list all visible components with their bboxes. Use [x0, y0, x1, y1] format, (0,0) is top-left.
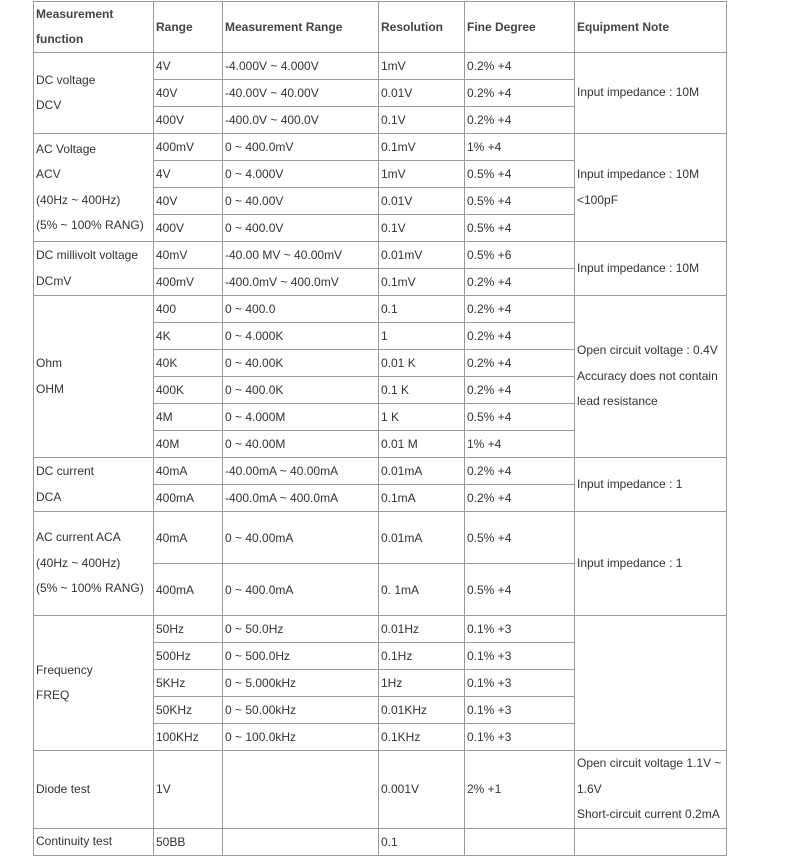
measurement-range-cell: 0 ~ 400.0V [223, 215, 379, 242]
measurement-range-cell: 0 ~ 500.0Hz [223, 643, 379, 670]
resolution-cell: 0.1 [379, 828, 465, 855]
measurement-range-cell: -400.0V ~ 400.0V [223, 107, 379, 134]
measurement-range-cell: 0 ~ 400.0mV [223, 134, 379, 161]
range-cell: 5KHz [154, 670, 223, 697]
function-cell-dca [34, 458, 154, 512]
resolution-cell: 0.1mV [379, 269, 465, 296]
table-row [34, 512, 727, 564]
note-line: Accuracy does not contain [577, 368, 718, 383]
table-row [34, 242, 727, 269]
function-line: AC current ACA [36, 530, 121, 545]
range-cell: 400V [154, 107, 223, 134]
measurement-range-cell: 0 ~ 100.0kHz [223, 724, 379, 751]
resolution-cell: 0.1 K [379, 377, 465, 404]
resolution-cell: 0.01 K [379, 350, 465, 377]
fine-degree-cell: 0.5% +4 [465, 404, 575, 431]
equipment-note-cell-diode [575, 751, 727, 829]
resolution-cell: 0.1Hz [379, 643, 465, 670]
equipment-note-cell-acv [575, 134, 727, 242]
resolution-cell: 0.1mV [379, 134, 465, 161]
measurement-range-cell: -400.0mV ~ 400.0mV [223, 269, 379, 296]
measurement-range-cell: 0 ~ 4.000V [223, 161, 379, 188]
function-cell-cont [34, 828, 154, 855]
range-cell: 40mA [154, 512, 223, 564]
resolution-cell: 0.01Hz [379, 616, 465, 643]
note-line: <100pF [577, 192, 619, 207]
equipment-note-cell-dca [575, 458, 727, 512]
measurement-range-cell: -40.00 MV ~ 40.00mV [223, 242, 379, 269]
header-range: Range [154, 2, 223, 53]
resolution-cell: 0.1V [379, 107, 465, 134]
fine-degree-cell: 0.5% +4 [465, 512, 575, 564]
function-line: Ohm [36, 356, 63, 370]
equipment-note-cell-ohm [575, 296, 727, 458]
note-line: Input impedance : 1 [577, 555, 683, 570]
function-line: Continuity test [36, 833, 113, 848]
measurement-range-cell: 0 ~ 50.00kHz [223, 697, 379, 724]
fine-degree-cell: 0.2% +4 [465, 107, 575, 134]
function-line: Frequency [36, 662, 93, 677]
header-fine-degree: Fine Degree [465, 2, 575, 53]
spec-table-body [34, 53, 727, 856]
range-cell: 40mV [154, 242, 223, 269]
resolution-cell: 0.01 M [379, 431, 465, 458]
resolution-cell: 1mV [379, 161, 465, 188]
function-line: DCV [36, 98, 62, 112]
header-function: Measurement function [34, 2, 154, 53]
resolution-cell: 0.01mV [379, 242, 465, 269]
resolution-cell: 0.01KHz [379, 697, 465, 724]
function-line: DCmV [36, 273, 72, 288]
fine-degree-cell: 0.5% +4 [465, 215, 575, 242]
fine-degree-cell: 1% +4 [465, 134, 575, 161]
range-cell: 50BB [154, 828, 223, 855]
measurement-range-cell: -40.00V ~ 40.00V [223, 80, 379, 107]
measurement-range-cell: -40.00mA ~ 40.00mA [223, 458, 379, 485]
measurement-range-cell: 0 ~ 40.00V [223, 188, 379, 215]
function-line: (5% ~ 100% RANG) [36, 218, 144, 232]
note-line: Short-circuit current 0.2mA [577, 807, 720, 821]
resolution-cell: 1 K [379, 404, 465, 431]
function-line: FREQ [36, 688, 70, 702]
function-line: Diode test [36, 781, 91, 796]
fine-degree-cell: 0.2% +4 [465, 323, 575, 350]
range-cell: 4K [154, 323, 223, 350]
fine-degree-cell: 0.5% +6 [465, 242, 575, 269]
function-cell-dcmv [34, 242, 154, 296]
range-cell: 500Hz [154, 643, 223, 670]
table-row [34, 458, 727, 485]
range-cell: 40mA [154, 458, 223, 485]
measurement-range-cell: -4.000V ~ 4.000V [223, 53, 379, 80]
fine-degree-cell [465, 828, 575, 855]
range-cell: 4V [154, 161, 223, 188]
table-row [34, 751, 727, 829]
note-line: Input impedance : 10M [577, 167, 700, 181]
header-measurement-range: Measurement Range [223, 2, 379, 53]
function-cell-freq [34, 616, 154, 751]
fine-degree-cell: 0.1% +3 [465, 643, 575, 670]
range-cell: 400mA [154, 564, 223, 616]
header-row [34, 2, 727, 53]
fine-degree-cell: 1% +4 [465, 431, 575, 458]
table-row [34, 616, 727, 643]
range-cell: 400mV [154, 269, 223, 296]
table-row [34, 828, 727, 855]
note-line: Input impedance : 1 [577, 476, 683, 491]
fine-degree-cell: 0.1% +3 [465, 616, 575, 643]
table-row [34, 296, 727, 323]
equipment-note-cell-freq [575, 616, 727, 751]
resolution-cell: 0.1 [379, 296, 465, 323]
resolution-cell: 0.1mA [379, 485, 465, 512]
function-cell-aca [34, 512, 154, 616]
range-cell: 1V [154, 751, 223, 829]
function-cell-acv [34, 134, 154, 242]
range-cell: 50KHz [154, 697, 223, 724]
fine-degree-cell: 0.2% +4 [465, 350, 575, 377]
function-cell-ohm [34, 296, 154, 458]
note-line: Input impedance : 10M [577, 85, 700, 100]
range-cell: 400mV [154, 134, 223, 161]
range-cell: 40V [154, 80, 223, 107]
fine-degree-cell: 0.1% +3 [465, 697, 575, 724]
measurement-range-cell: 0 ~ 40.00K [223, 350, 379, 377]
measurement-range-cell: 0 ~ 400.0mA [223, 564, 379, 616]
measurement-range-cell: 0 ~ 40.00M [223, 431, 379, 458]
range-cell: 50Hz [154, 616, 223, 643]
measurement-range-cell: 0 ~ 400.0K [223, 377, 379, 404]
measurement-range-cell [223, 751, 379, 829]
resolution-cell: 0.01mA [379, 458, 465, 485]
range-cell: 4M [154, 404, 223, 431]
equipment-note-cell-dcv [575, 53, 727, 134]
function-line: DCA [36, 489, 62, 504]
fine-degree-cell: 0.2% +4 [465, 377, 575, 404]
resolution-cell: 1 [379, 323, 465, 350]
resolution-cell: 1Hz [379, 670, 465, 697]
resolution-cell: 0.01V [379, 188, 465, 215]
fine-degree-cell: 0.2% +4 [465, 53, 575, 80]
equipment-note-cell-cont [575, 828, 727, 855]
function-line: ACV [36, 167, 61, 181]
equipment-note-cell-aca [575, 512, 727, 616]
function-line: DC current [36, 464, 95, 478]
note-line: Open circuit voltage 1.1V ~ [577, 756, 722, 770]
range-cell: 4V [154, 53, 223, 80]
resolution-cell: 0.1V [379, 215, 465, 242]
fine-degree-cell: 0.5% +4 [465, 564, 575, 616]
measurement-range-cell [223, 828, 379, 855]
range-cell: 400K [154, 377, 223, 404]
measurement-range-cell: 0 ~ 4.000K [223, 323, 379, 350]
function-line: (40Hz ~ 400Hz) [36, 192, 121, 207]
range-cell: 40V [154, 188, 223, 215]
resolution-cell: 0.1KHz [379, 724, 465, 751]
function-cell-diode [34, 751, 154, 829]
note-line: Open circuit voltage : 0.4V [577, 343, 718, 358]
range-cell: 400mA [154, 485, 223, 512]
measurement-range-cell: 0 ~ 400.0 [223, 296, 379, 323]
measurement-range-cell: 0 ~ 5.000kHz [223, 670, 379, 697]
function-line: (5% ~ 100% RANG) [36, 581, 144, 596]
measurement-range-cell: 0 ~ 40.00mA [223, 512, 379, 564]
note-line: Input impedance : 10M [577, 260, 700, 275]
range-cell: 40K [154, 350, 223, 377]
resolution-cell: 0.01mA [379, 512, 465, 564]
function-line: (40Hz ~ 400Hz) [36, 555, 121, 570]
equipment-note-cell-dcmv [575, 242, 727, 296]
measurement-range-cell: 0 ~ 4.000M [223, 404, 379, 431]
header-equipment-note: Equipment Note [575, 2, 727, 53]
resolution-cell: 1mV [379, 53, 465, 80]
fine-degree-cell: 0.5% +4 [465, 188, 575, 215]
fine-degree-cell: 0.5% +4 [465, 161, 575, 188]
fine-degree-cell: 0.2% +4 [465, 296, 575, 323]
range-cell: 100KHz [154, 724, 223, 751]
fine-degree-cell: 0.2% +4 [465, 80, 575, 107]
function-line: OHM [36, 381, 64, 396]
range-cell: 40M [154, 431, 223, 458]
spec-table-wrapper [33, 1, 727, 856]
measurement-range-cell: 0 ~ 50.0Hz [223, 616, 379, 643]
resolution-cell: 0.01V [379, 80, 465, 107]
function-line: DC millivolt voltage [36, 248, 139, 262]
note-line: lead resistance [577, 394, 658, 409]
table-row [34, 53, 727, 80]
function-line: AC Voltage [36, 141, 97, 156]
range-cell: 400V [154, 215, 223, 242]
fine-degree-cell: 0.1% +3 [465, 670, 575, 697]
fine-degree-cell: 0.1% +3 [465, 724, 575, 751]
header-resolution: Resolution [379, 2, 465, 53]
fine-degree-cell: 0.2% +4 [465, 458, 575, 485]
resolution-cell: 0. 1mA [379, 564, 465, 616]
resolution-cell: 0.001V [379, 751, 465, 829]
fine-degree-cell: 0.2% +4 [465, 485, 575, 512]
table-row [34, 134, 727, 161]
fine-degree-cell: 0.2% +4 [465, 269, 575, 296]
range-cell: 400 [154, 296, 223, 323]
multimeter-spec-table [33, 1, 727, 856]
note-line: 1.6V [577, 781, 602, 796]
measurement-range-cell: -400.0mA ~ 400.0mA [223, 485, 379, 512]
function-cell-dcv [34, 53, 154, 134]
fine-degree-cell: 2% +1 [465, 751, 575, 829]
function-line: DC voltage [36, 72, 96, 87]
